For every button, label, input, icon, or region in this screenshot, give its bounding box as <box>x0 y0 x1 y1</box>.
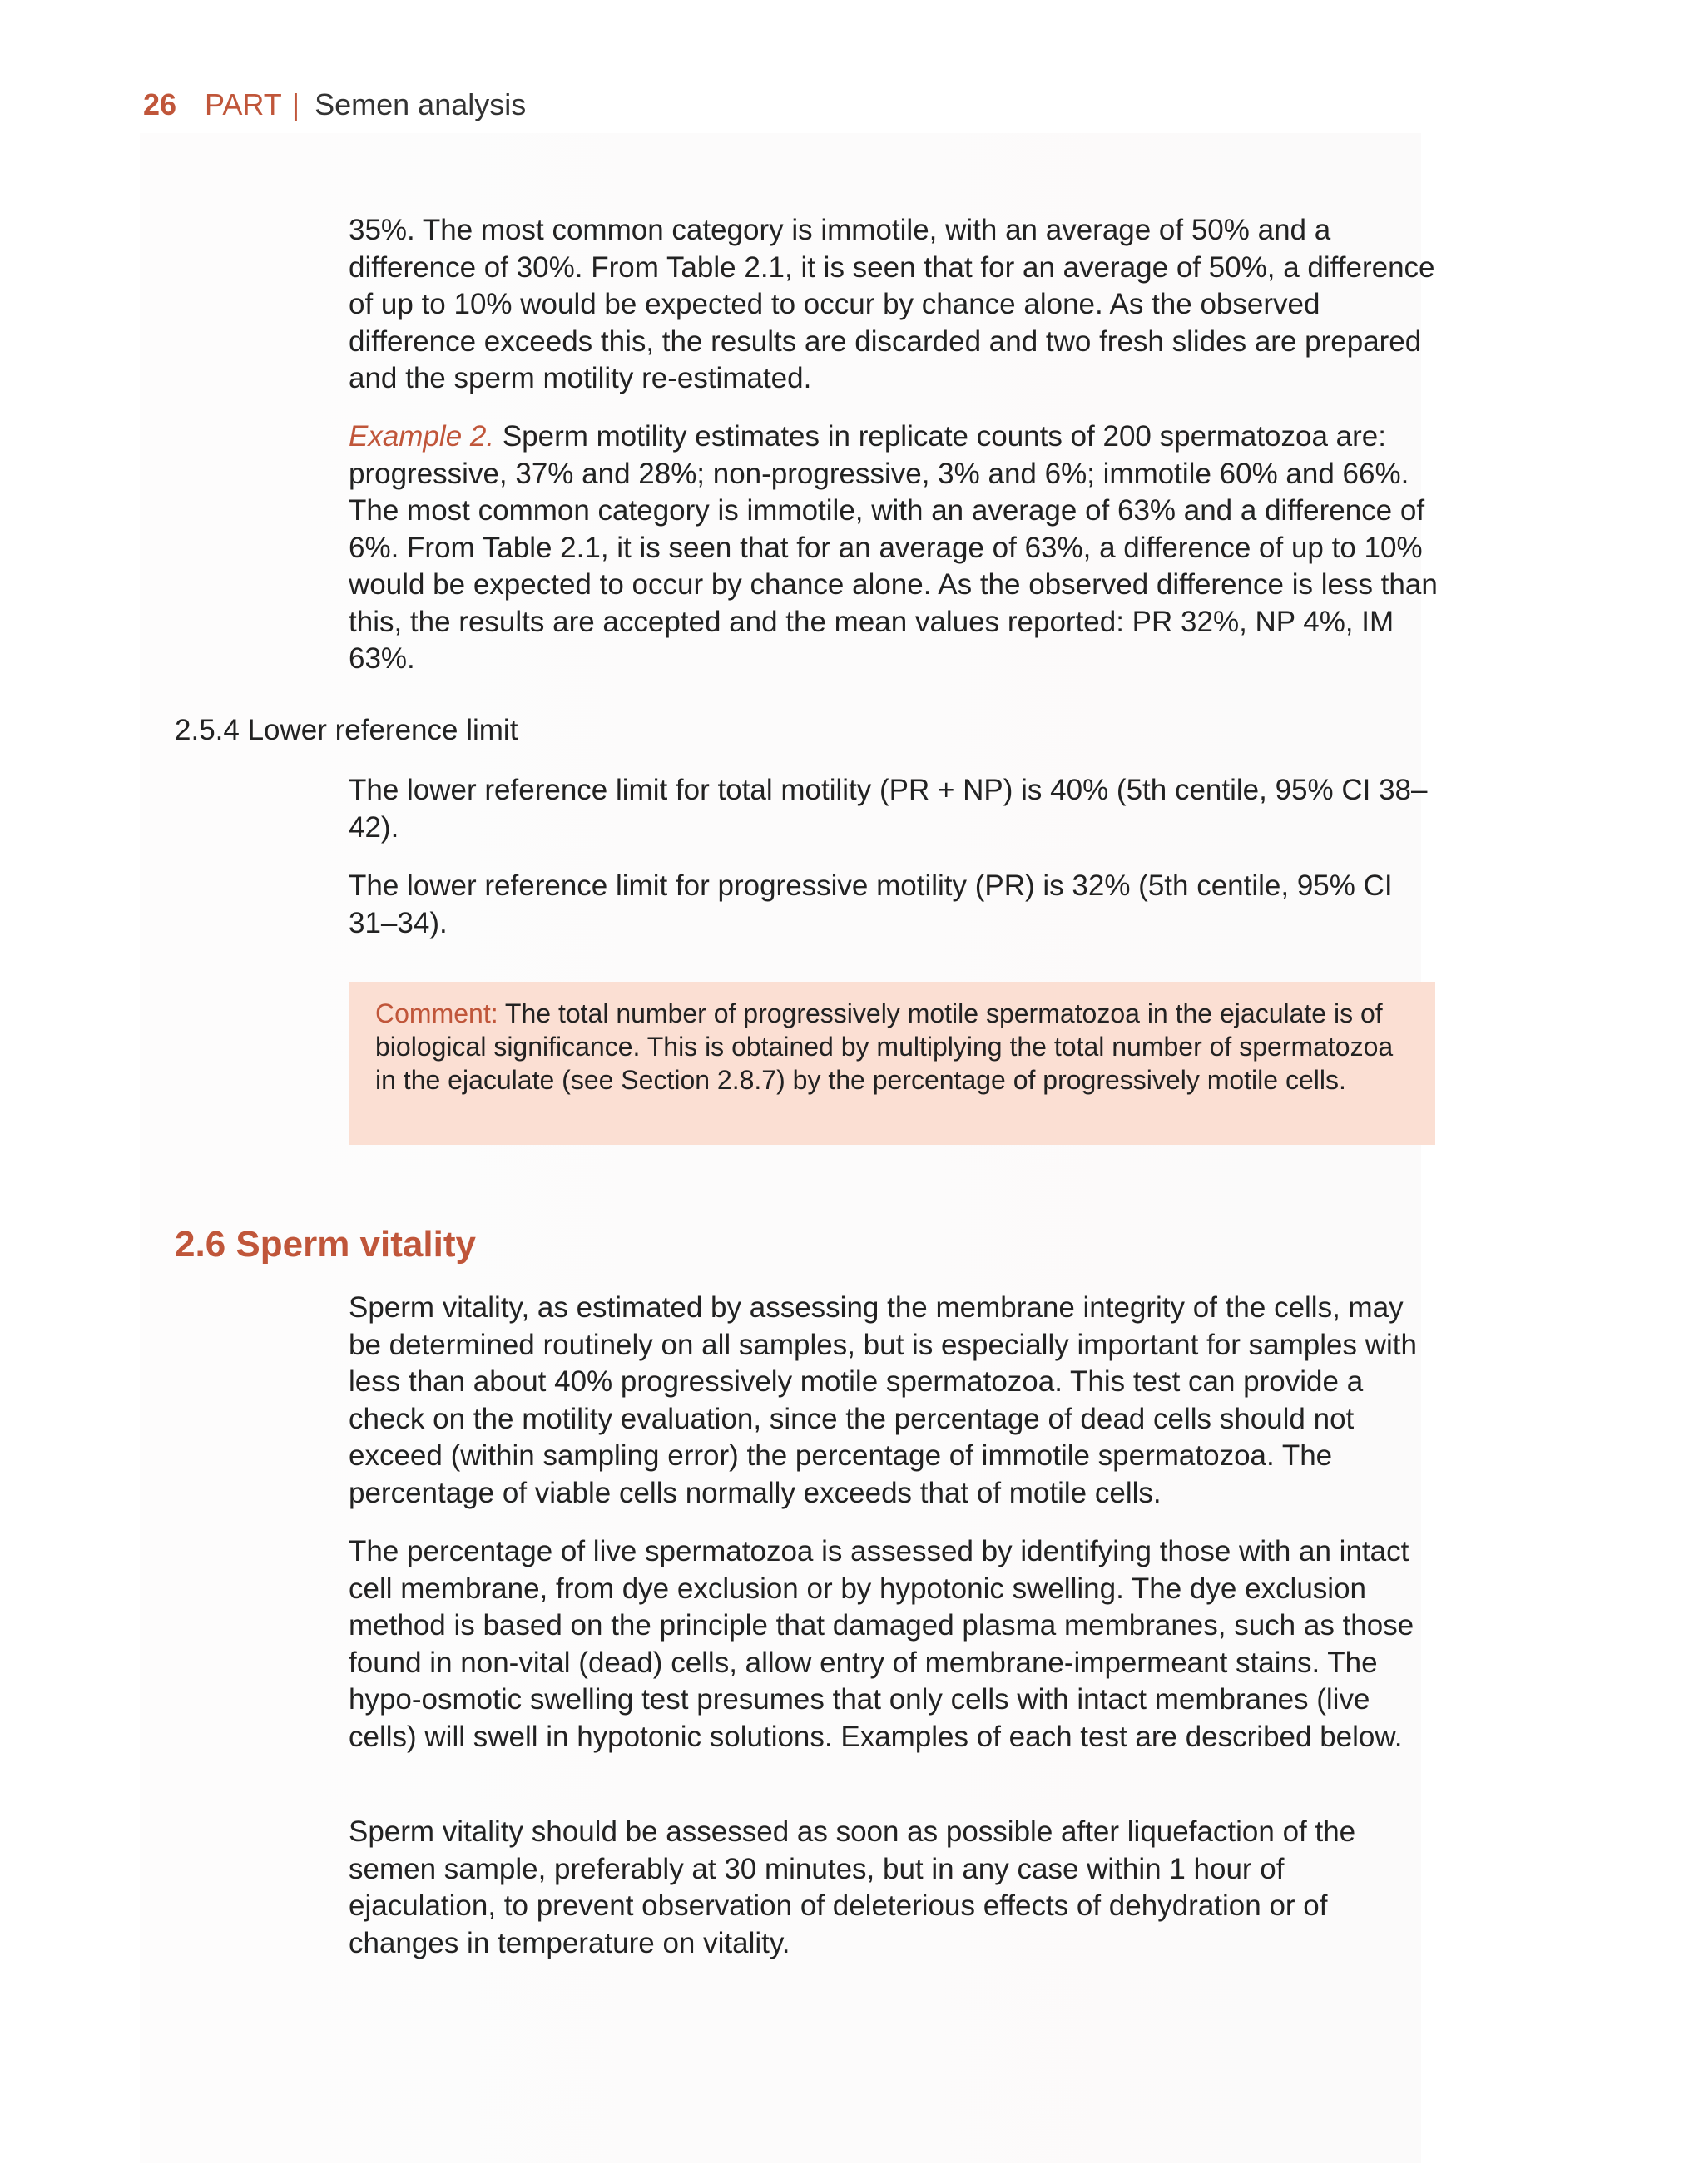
comment-body <box>375 997 1415 1097</box>
section-heading-2-6: 2.6 Sperm vitality <box>175 1224 476 1265</box>
chapter-title: Semen analysis <box>315 87 527 121</box>
comment-text: The total number of progressively motile spermatozoa in the ejaculate is of biological significance. This is obtained by multiplying the total number of spermatozoa in the ejaculate (see Section 2.8.7) by the percentage of progressively motile cells. <box>375 998 1394 1095</box>
vitality-text-3: Sperm vitality should be assessed as soon as possible after liquefaction of the semen sample, preferably at 30 minutes, but in any case within 1 hour of ejaculation, to prevent observation of deleterious effects of dehydration or of changes in temperature on vitality. <box>349 1815 1356 1959</box>
vitality-paragraph-2 <box>349 1533 1439 1756</box>
comment-label: Comment: <box>375 998 498 1028</box>
lower-limit-total-paragraph <box>349 772 1439 846</box>
subsection-heading-2-5-4: 2.5.4 Lower reference limit <box>175 714 518 746</box>
continuation-paragraph <box>349 212 1439 398</box>
example-2-label: Example 2. <box>349 420 495 453</box>
vitality-paragraph-3 <box>349 1814 1439 1962</box>
vitality-paragraph-1 <box>349 1290 1439 1512</box>
continuation-text: 35%. The most common category is immotile, with an average of 50% and a difference of 30%. From Table 2.1, it is seen that for an average of 50%, a difference of up to 10% would be expected to occur by chance alone. As the observed difference exceeds this, the results are discarded and two fresh slides are prepared and the sperm motility re-estimated. <box>349 214 1435 394</box>
running-head <box>143 85 526 125</box>
part-label: PART <box>205 87 282 121</box>
page-number: 26 <box>143 87 177 121</box>
vitality-text-2: The percentage of live spermatozoa is assessed by identifying those with an intact cell membrane, from dye exclusion or by hypotonic swelling. The dye exclusion method is based on the principle that damaged plasma membranes, such as those found in non-vital (dead) cells, allow entry of membrane-impermeant stains. The hypo-osmotic swelling test presumes that only cells with intact membranes (live cells) will swell in hypotonic solutions. Examples of each test are described below. <box>349 1535 1414 1753</box>
lower-limit-progressive-text: The lower reference limit for progressive motility (PR) is 32% (5th centile, 95% CI 31–34). <box>349 869 1393 939</box>
lower-limit-progressive-paragraph <box>349 868 1439 942</box>
example-2-text: Sperm motility estimates in replicate counts of 200 spermatozoa are: progressive, 37% and 28%; non-progressive, 3% and 6%; immotile 60% and 66%. The most common category is immotile, with an average of 63% and a difference of 6%. From Table 2.1, it is seen that for an average of 63%, a difference of up to 10% would be expected to occur by chance alone. As the observed difference is less than this, the results are accepted and the mean values reported: PR 32%, NP 4%, IM 63%. <box>349 420 1438 675</box>
running-head-separator: | <box>291 87 300 121</box>
example-2-paragraph <box>349 418 1439 678</box>
comment-box <box>349 982 1435 1145</box>
vitality-text-1: Sperm vitality, as estimated by assessing the membrane integrity of the cells, may be determined routinely on all samples, but is especially important for samples with less than about 40% progressively motile spermatozoa. This test can provide a check on the motility evaluation, since the percentage of dead cells should not exceed (within sampling error) the percentage of immotile spermatozoa. The percentage of viable cells normally exceeds that of motile cells. <box>349 1291 1417 1509</box>
example-2-body <box>349 418 1439 678</box>
lower-limit-total-text: The lower reference limit for total motility (PR + NP) is 40% (5th centile, 95% CI 38–42). <box>349 774 1428 844</box>
